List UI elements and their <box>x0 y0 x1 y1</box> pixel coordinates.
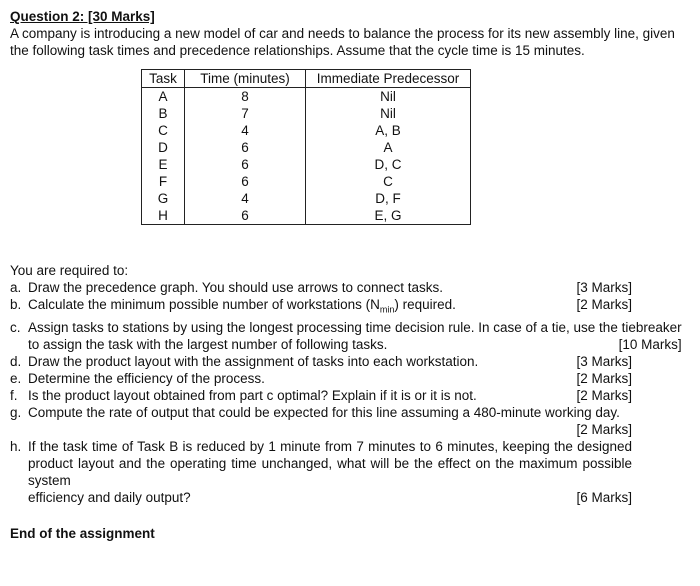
requirement-label: d. <box>10 353 22 369</box>
header-time: Time (minutes) <box>185 70 306 88</box>
marks-badge: [3 Marks] <box>576 280 632 295</box>
cell-task: H <box>142 207 185 225</box>
cell-task: D <box>142 139 185 156</box>
cell-time: 6 <box>185 207 306 225</box>
requirement-text: Assign tasks to stations by using the longest processing time decision rule. In case of a tie, use the tiebreaker <box>28 319 682 335</box>
question-block <box>10 8 690 59</box>
marks-badge: [3 Marks] <box>576 353 632 369</box>
cell-time: 6 <box>185 139 306 156</box>
table-row <box>142 156 471 173</box>
marks-badge: [10 Marks] <box>618 336 682 352</box>
table-row <box>142 139 471 156</box>
requirement-text: Draw the precedence graph. You should use arrows to connect tasks. <box>28 280 443 295</box>
requirement-label: c. <box>10 319 21 335</box>
marks-badge: [2 Marks] <box>576 387 632 403</box>
requirement-label: b. <box>10 297 22 312</box>
requirement-label: e. <box>10 370 22 386</box>
requirement-d <box>10 353 632 370</box>
table-row <box>142 190 471 207</box>
cell-task: G <box>142 190 185 207</box>
requirement-text: Compute the rate of output that could be expected for this line assuming a 480-minute working day. <box>28 404 620 420</box>
cell-task: F <box>142 173 185 190</box>
requirement-e <box>10 370 632 387</box>
requirement-label: g. <box>10 404 22 420</box>
end-note: End of the assignment <box>10 526 155 541</box>
question-intro: A company is introducing a new model of car and needs to balance the process for its new assembly line, given the following task times and precedence relationships. Assume that the cycle time is 15 minutes. <box>10 26 675 58</box>
cell-time: 8 <box>185 88 306 106</box>
cell-predecessor: Nil <box>306 88 471 106</box>
cell-predecessor: A <box>306 139 471 156</box>
cell-time: 7 <box>185 105 306 122</box>
requirement-text-continued: to assign the task with the largest number of following tasks. <box>28 336 388 352</box>
question-title: Question 2: [30 Marks] <box>10 9 155 24</box>
marks-badge: [2 Marks] <box>576 370 632 386</box>
requirement-label: a. <box>10 280 22 295</box>
requirement-text-continued: efficiency and daily output? <box>28 489 191 505</box>
cell-task: E <box>142 156 185 173</box>
table-row <box>142 105 471 122</box>
cell-time: 6 <box>185 173 306 190</box>
requirement-text: Determine the efficiency of the process. <box>28 370 265 386</box>
requirements-list <box>10 262 682 506</box>
marks-badge: [2 Marks] <box>576 421 632 437</box>
requirement-text: Draw the product layout with the assignment of tasks into each workstation. <box>28 353 479 369</box>
cell-task: A <box>142 88 185 106</box>
header-predecessor: Immediate Predecessor <box>306 70 471 88</box>
header-task: Task <box>142 70 185 88</box>
cell-predecessor: D, F <box>306 190 471 207</box>
table-row <box>142 173 471 190</box>
marks-badge: [2 Marks] <box>576 297 632 312</box>
requirement-c <box>10 319 682 353</box>
cell-time: 4 <box>185 190 306 207</box>
cell-predecessor: D, C <box>306 156 471 173</box>
subscript-min: min <box>379 304 395 315</box>
table-row <box>142 122 471 139</box>
cell-predecessor: E, G <box>306 207 471 225</box>
table-header-row <box>142 70 471 88</box>
marks-badge: [6 Marks] <box>576 489 632 505</box>
requirement-text: Calculate the minimum possible number of workstations $(N_{min})$ required. <box>28 297 456 315</box>
requirement-a <box>10 279 632 296</box>
cell-predecessor: C <box>306 173 471 190</box>
requirement-text: If the task time of Task B is reduced by 1 minute from 7 minutes to 6 minutes, keeping the designed product layout and the operating time unchanged, what will be the effect on the maximum possible system <box>28 438 632 488</box>
table-row <box>142 207 471 225</box>
requirement-h <box>10 438 632 506</box>
requirements-lead: You are required to: <box>10 263 129 278</box>
requirement-g <box>10 404 632 438</box>
requirement-f <box>10 387 632 404</box>
cell-time: 6 <box>185 156 306 173</box>
table-row <box>142 88 471 106</box>
cell-time: 4 <box>185 122 306 139</box>
task-table <box>141 69 471 225</box>
requirement-b <box>10 296 632 319</box>
cell-predecessor: A, B <box>306 122 471 139</box>
requirement-label: h. <box>10 438 22 454</box>
requirement-text: Is the product layout obtained from part c optimal? Explain if it is or it is not. <box>28 387 477 403</box>
requirement-label: f. <box>10 387 18 403</box>
cell-task: B <box>142 105 185 122</box>
cell-task: C <box>142 122 185 139</box>
cell-predecessor: Nil <box>306 105 471 122</box>
